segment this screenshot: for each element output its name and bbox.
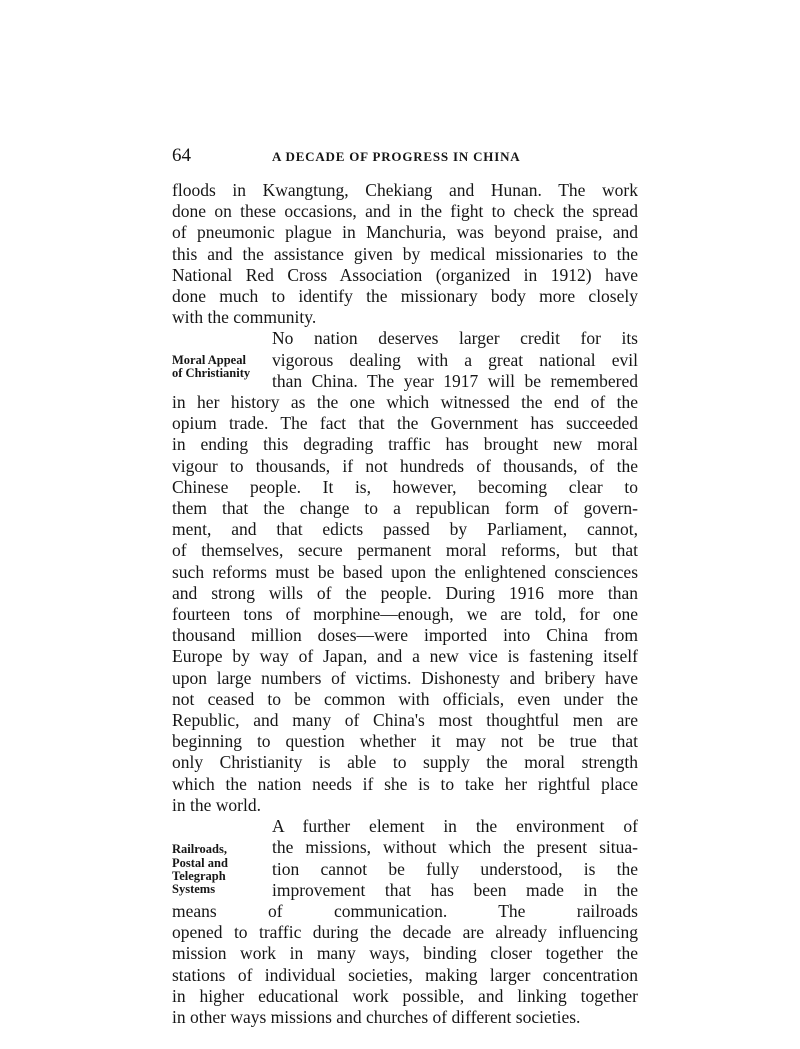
margin-note-line: Moral Appeal <box>172 352 246 367</box>
text-line: No nation deserves larger credit for its <box>272 328 638 349</box>
text-line: ment, and that edicts passed by Parliament, cannot, <box>172 519 638 540</box>
paragraph-3 <box>172 816 638 1028</box>
text-line: in higher educational work possible, and linking together <box>172 985 638 1006</box>
text-line: beginning to question whether it may not be true that <box>172 731 638 752</box>
text-line: in her history as the one which witnessed the end of the <box>172 392 638 413</box>
text-line: them that the change to a republican form of govern- <box>172 498 638 519</box>
margin-note-railroads <box>172 843 266 896</box>
page-number: 64 <box>172 145 191 166</box>
margin-note-line: Postal and <box>172 855 228 870</box>
text-line: Europe by way of Japan, and a new vice is fastening itself <box>172 646 638 667</box>
text-line: the missions, without which the present situa- <box>272 837 638 858</box>
text-line: which the nation needs if she is to take her rightful place <box>172 773 638 794</box>
text-line: tion cannot be fully understood, is the <box>272 858 638 879</box>
text-line: opened to traffic during the decade are already influencing <box>172 922 638 943</box>
text-line: in ending this degrading traffic has brought new moral <box>172 434 638 455</box>
paragraph-1 <box>172 180 638 328</box>
margin-note-line: Railroads, <box>172 842 227 857</box>
text-line: than China. The year 1917 will be remembered <box>272 370 638 391</box>
text-line: Republic, and many of China's most thoughtful men are <box>172 710 638 731</box>
text-line: vigorous dealing with a great national evil <box>272 349 638 370</box>
text-line: mission work in many ways, binding closer together the <box>172 943 638 964</box>
text-line: done on these occasions, and in the fight to check the spread <box>172 201 638 222</box>
text-line: done much to identify the missionary body more closely <box>172 286 638 307</box>
margin-note-line: Telegraph <box>172 868 226 883</box>
text-line: National Red Cross Association (organized in 1912) have <box>172 264 638 285</box>
body-text <box>172 180 638 1028</box>
page-header <box>172 145 638 169</box>
margin-note-line: Systems <box>172 881 216 896</box>
text-line: this and the assistance given by medical missionaries to the <box>172 243 638 264</box>
text-line: of pneumonic plague in Manchuria, was beyond praise, and <box>172 222 638 243</box>
text-line: upon large numbers of victims. Dishonesty and bribery have <box>172 667 638 688</box>
paragraph-2 <box>172 328 638 816</box>
text-line: in the world. <box>172 794 261 815</box>
paragraph-3-side-block <box>172 816 638 837</box>
text-line: Chinese people. It is, however, becoming clear to <box>172 476 638 497</box>
text-line: stations of individual societies, making larger concentration <box>172 964 638 985</box>
paragraph-2-side-block <box>172 328 638 349</box>
text-line: fourteen tons of morphine—enough, we are told, for one <box>172 604 638 625</box>
text-line: improvement that has been made in the <box>272 879 638 900</box>
text-line: A further element in the environment of <box>272 816 638 837</box>
text-line: with the community. <box>172 307 317 328</box>
margin-note-moral-appeal <box>172 354 266 380</box>
text-line: opium trade. The fact that the Government has succeeded <box>172 413 638 434</box>
text-line: of themselves, secure permanent moral reforms, but that <box>172 540 638 561</box>
text-line: not ceased to be common with officials, even under the <box>172 688 638 709</box>
text-line: floods in Kwangtung, Chekiang and Hunan. The work <box>172 180 638 200</box>
margin-note-line: of Christianity <box>172 365 251 380</box>
text-line: means of communication. The railroads <box>172 900 638 921</box>
text-line: such reforms must be based upon the enlightened consciences <box>172 561 638 582</box>
text-line: only Christianity is able to supply the moral strength <box>172 752 638 773</box>
text-line: thousand million doses—were imported into China from <box>172 625 638 646</box>
running-title: A DECADE OF PROGRESS IN CHINA <box>272 149 521 164</box>
text-line: in other ways missions and churches of different societies. <box>172 1006 581 1027</box>
text-line: vigour to thousands, if not hundreds of thousands, of the <box>172 455 638 476</box>
text-line: and strong wills of the people. During 1916 more than <box>172 582 638 603</box>
